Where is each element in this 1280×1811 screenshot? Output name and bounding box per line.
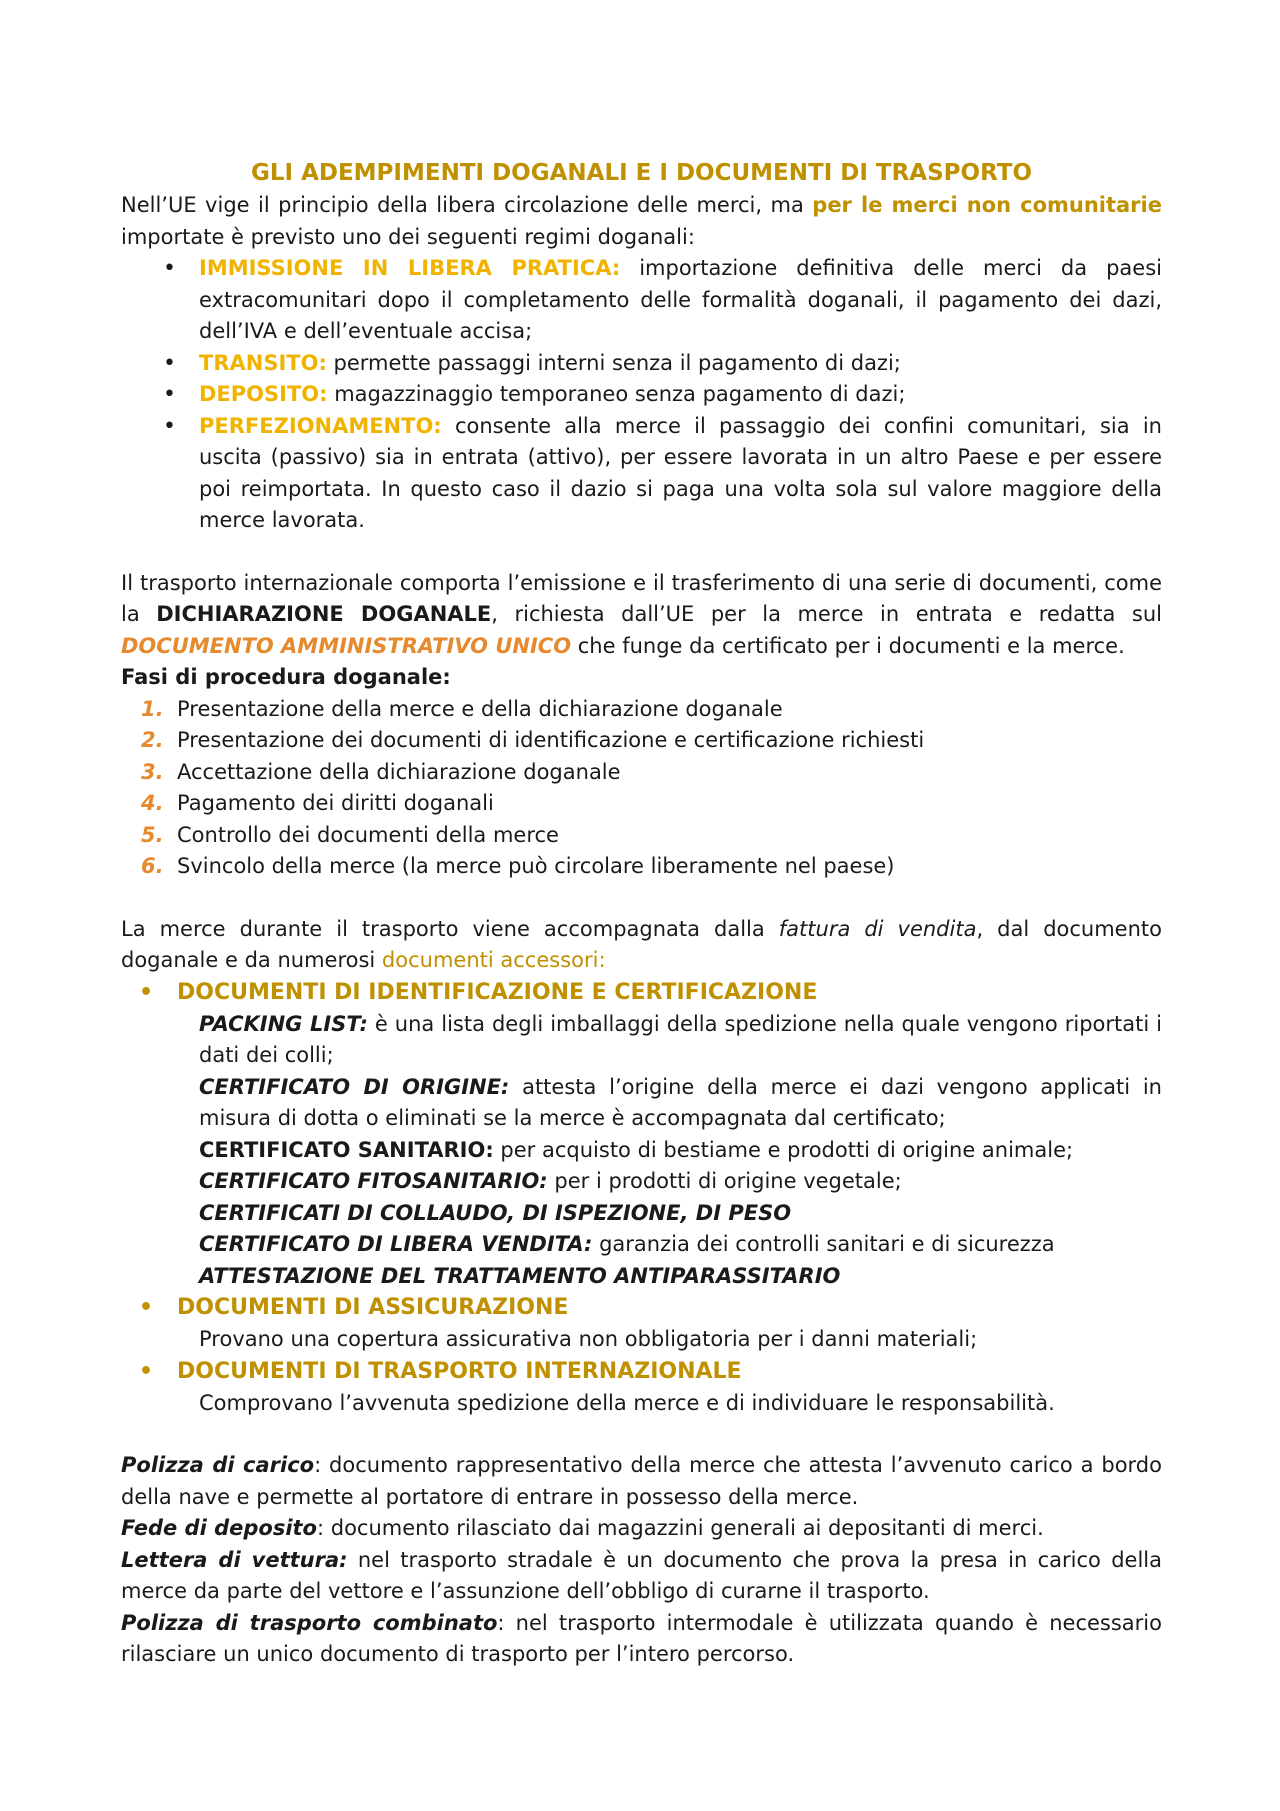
accompany-paragraph (121, 914, 1162, 977)
intro-paragraph (121, 190, 1162, 253)
sanitary-certificate-entry (199, 1135, 1162, 1167)
regime-term: TRANSITO: (199, 350, 327, 375)
regime-desc: consente alla merce il passaggio dei confini comunitari, sia in uscita (passivo) sia in entrata (attivo), per essere lavorata in un altro Paese e per essere poi reimportata. In questo caso il dazio si paga una volta sola sul valore maggiore della merce lavorata. (199, 413, 1162, 532)
transport-desc: Comprovano l’avvenuta spedizione della merce e di individuare le responsabilità. (199, 1390, 1055, 1415)
phases-list (121, 694, 1162, 883)
definition-term: Polizza di trasporto combinato (121, 1610, 498, 1635)
entry-desc: per i prodotti di origine vegetale; (547, 1169, 902, 1193)
phases-heading: Fasi di procedura doganale: (121, 665, 451, 689)
entry-term: CERTIFICATO SANITARIO: (199, 1137, 494, 1162)
definition-desc: nel trasporto stradale è un documento che prova la presa in carico della merce da parte del vettore e l’assunzione dell’obbligo di curarne il trasporto. (121, 1547, 1163, 1603)
regime-desc: permette passaggi interni senza il pagamento di dazi; (326, 350, 901, 375)
step-text: Pagamento dei diritti doganali (177, 791, 494, 815)
list-item (141, 757, 1162, 789)
entry-term: CERTIFICATI DI COLLAUDO, DI ISPEZIONE, DI PESO (199, 1200, 792, 1225)
packing-list-entry (199, 1009, 1162, 1072)
step-text: Presentazione dei documenti di identificazione e certificazione richiesti (177, 728, 925, 752)
dau-term: DOCUMENTO AMMINISTRATIVO UNICO (121, 633, 572, 658)
intro-text-end: importate è previsto uno dei seguenti regimi doganali: (121, 224, 695, 249)
transport-text: , richiesta dall’UE per la merce in entrata e redatta sul (491, 602, 1162, 626)
intro-text: Nell’UE vige il principio della libera circolazione delle merci, ma (121, 193, 813, 217)
regimes-list (121, 253, 1162, 537)
list-item (141, 820, 1162, 852)
section-heading-identification: • DOCUMENTI DI IDENTIFICAZIONE E CERTIFICAZIONE (121, 977, 1162, 1009)
section-heading-transport: • DOCUMENTI DI TRASPORTO INTERNAZIONALE (121, 1356, 1162, 1388)
phyto-certificate-entry (199, 1166, 1162, 1198)
definition-desc: : documento rilasciato dai magazzini generali ai depositanti di merci. (316, 1516, 1044, 1540)
step-number: 4. (141, 791, 164, 815)
entry-desc: garanzia dei controlli sanitari e di sicurezza (592, 1232, 1055, 1256)
definition-warehouse-receipt (121, 1513, 1162, 1545)
step-number: 1. (141, 696, 164, 721)
step-number: 3. (141, 759, 164, 784)
inspection-certificates-entry (199, 1198, 1162, 1230)
origin-certificate-entry (199, 1072, 1162, 1135)
customs-declaration: DICHIARAZIONE DOGANALE (156, 602, 492, 626)
entry-term: CERTIFICATO FITOSANITARIO: (199, 1169, 548, 1193)
step-number: 5. (141, 822, 164, 847)
definition-desc: : documento rappresentativo della merce che attesta l’avvenuto carico a bordo della nave e permette al portatore di entrare in possesso della merce. (121, 1453, 1162, 1509)
accessory-docs-term: documenti accessori: (381, 948, 606, 972)
step-number: 2. (141, 728, 164, 752)
step-text: Presentazione della merce e della dichiarazione doganale (177, 696, 783, 721)
regime-term: PERFEZIONAMENTO: (199, 413, 442, 438)
entry-desc: per acquisto di bestiame e prodotti di origine animale; (493, 1137, 1074, 1162)
accompany-text: La merce durante il trasporto viene accompagnata dalla (121, 916, 779, 941)
definition-term: Fede di deposito (121, 1516, 317, 1540)
transport-text: che funge da certificato per i documenti e la merce. (571, 633, 1125, 658)
definition-consignment-note (121, 1545, 1162, 1608)
definition-combined-transport (121, 1608, 1162, 1671)
entry-term: CERTIFICATO DI ORIGINE: (199, 1074, 510, 1099)
definition-bill-of-lading (121, 1450, 1162, 1513)
list-item (199, 411, 1162, 537)
step-text: Controllo dei documenti della merce (177, 822, 559, 847)
list-item (199, 348, 1162, 380)
entry-term: PACKING LIST: (199, 1011, 368, 1036)
regime-desc: magazzinaggio temporaneo senza pagamento di dazi; (327, 382, 906, 406)
entry-desc: è una lista degli imballaggi della spedizione nella quale vengono riportati i dati dei colli; (199, 1011, 1162, 1067)
list-item (141, 788, 1162, 820)
accompany-text: , dal documento doganale e da numerosi (121, 916, 1162, 972)
list-item (199, 253, 1162, 348)
definition-term: Lettera di vettura: (121, 1547, 348, 1572)
definition-desc: : nel trasporto intermodale è utilizzata quando è necessario rilasciare un unico documento di trasporto per l’intero percorso. (121, 1610, 1162, 1666)
document-page (121, 150, 1162, 1671)
definition-term: Polizza di carico (121, 1453, 315, 1477)
entry-term: CERTIFICATO DI LIBERA VENDITA: (199, 1232, 593, 1256)
intro-highlight: per le merci non comunitarie (812, 193, 1162, 217)
transport-body (121, 1388, 1162, 1420)
insurance-body (121, 1324, 1162, 1356)
regime-term: DEPOSITO: (199, 382, 328, 406)
invoice-term: fattura di vendita (778, 916, 977, 941)
transport-paragraph (121, 568, 1162, 663)
list-item (141, 694, 1162, 726)
entry-term: ATTESTAZIONE DEL TRATTAMENTO ANTIPARASSITARIO (199, 1263, 841, 1288)
step-text: Svincolo della merce (la merce può circolare liberamente nel paese) (177, 854, 895, 878)
regime-desc: importazione definitiva delle merci da paesi extracomunitari dopo il completamento delle formalità doganali, il pagamento dei dazi, dell’IVA e dell’eventuale accisa; (199, 256, 1162, 343)
entry-desc: attesta l’origine della merce ei dazi vengono applicati in misura di dotta o eliminati se la merce è accompagnata dal certificato; (199, 1074, 1162, 1130)
insurance-desc: Provano una copertura assicurativa non obbligatoria per i danni materiali; (199, 1327, 978, 1351)
list-item (141, 851, 1162, 883)
list-item (199, 379, 1162, 411)
page-title: GLI ADEMPIMENTI DOGANALI E I DOCUMENTI DI TRASPORTO (250, 160, 1033, 186)
section-heading-insurance: • DOCUMENTI DI ASSICURAZIONE (121, 1292, 1162, 1324)
identification-body (121, 1009, 1162, 1293)
antiparasitic-entry (199, 1261, 1162, 1293)
free-sale-certificate-entry (199, 1229, 1162, 1261)
regime-term: IMMISSIONE IN LIBERA PRATICA: (199, 256, 621, 280)
list-item (141, 725, 1162, 757)
step-number: 6. (141, 854, 164, 878)
transport-text: Il trasporto internazionale comporta l’emissione e il trasferimento di una serie di documenti, come la (121, 570, 1162, 626)
step-text: Accettazione della dichiarazione doganale (177, 759, 621, 784)
